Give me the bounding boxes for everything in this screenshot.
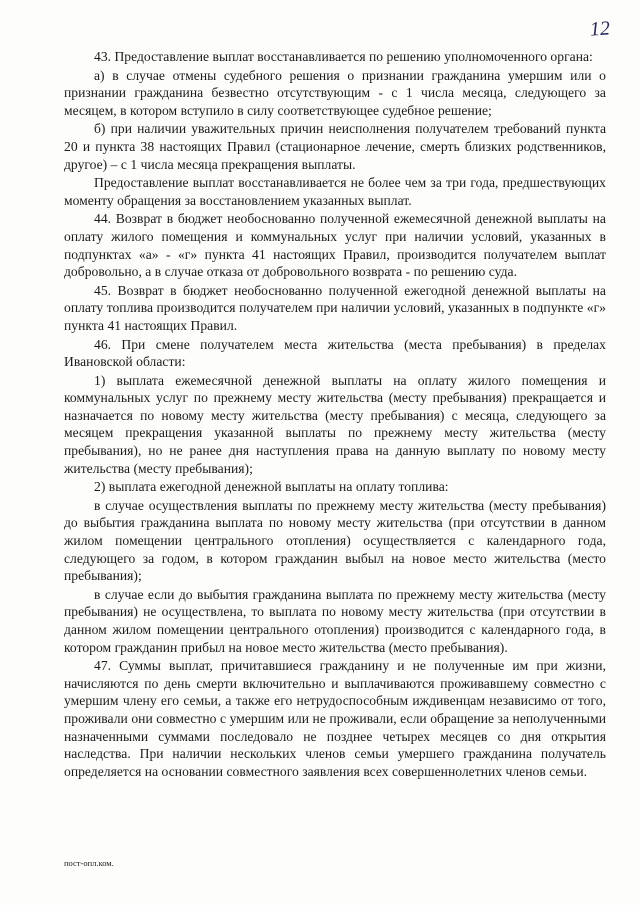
footer-file-code: пост-опл.ком. xyxy=(64,858,114,868)
paragraph-43-a: а) в случае отмены судебного решения о признании гражданина умершим или о признании гражданина безвестно отсутствующим - с 1 числа месяца, следующего за месяцем, в котором вступило в силу соответствующее судебное решение; xyxy=(64,67,606,118)
paragraph-46: 46. При смене получателем места жительства (места пребывания) в пределах Ивановской области: xyxy=(64,336,606,370)
paragraph-45: 45. Возврат в бюджет необоснованно полученной ежегодной денежной выплаты на оплату топлива производится получателем при наличии условий, указанных в подпункте «г» пункта 41 настоящих Правил. xyxy=(64,282,606,333)
paragraph-43-b: б) при наличии уважительных причин неисполнения получателем требований пункта 20 и пункта 38 настоящих Правил (стационарное лечение, смерть близких родственников, другое) – с 1 числа месяца прекращения выплаты. xyxy=(64,121,606,172)
paragraph-47: 47. Суммы выплат, причитавшиеся гражданину и не полученные им при жизни, начисляются по день смерти включительно и выплачиваются проживавшему совместно с умершим члену его семьи, а также его нетрудоспособным иждивенцам независимо от того, проживали они совместно с умершим или не проживали, если обращение за неполученными назначенными суммами последовало не позднее четырех месяцев со дня открытия наследства. При наличии нескольких членов семьи умершего гражданина получатель определяется на основании совместного заявления всех совершеннолетних членов семьи. xyxy=(64,658,606,779)
paragraph-46-1: 1) выплата ежемесячной денежной выплаты на оплату жилого помещения и коммунальных услуг по прежнему месту жительства (месту пребывания) прекращается и назначается по новому месту жительства (месту пребывания) с месяца, следующего за месяцем прекращения указанной выплаты по прежнему месту жительства (месту пребывания), но не ранее дня наступления права на данную выплату по новому месту жительства (месту пребывания); xyxy=(64,372,606,476)
document-body xyxy=(64,48,606,781)
paragraph-43: 43. Предоставление выплат восстанавливается по решению уполномоченного органа: xyxy=(94,49,593,64)
paragraph-46-2-case-unpaid: в случае если до выбытия гражданина выплата по прежнему месту жительства (месту пребывания) не осуществлена, то выплата по новому месту жительства (при отсутствии в данном жилом помещении центрального отопления) производится с календарного года, в котором гражданин прибыл на новое место жительства (место пребывания). xyxy=(64,586,606,655)
paragraph-46-2-case-paid: в случае осуществления выплаты по прежнему месту жительства (месту пребывания) до выбытия гражданина выплата по новому месту жительства (при отсутствии в данном жилом помещении центрального отопления) осуществляется с календарного года, следующего за годом, в котором гражданин выбыл на новое место жительства (место пребывания); xyxy=(64,497,606,584)
page-number: 12 xyxy=(589,17,611,41)
paragraph-43-restore-limit: Предоставление выплат восстанавливается не более чем за три года, предшествующих моменту обращения за восстановлением указанных выплат. xyxy=(64,175,606,208)
paragraph-46-2: 2) выплата ежегодной денежной выплаты на оплату топлива: xyxy=(94,479,449,495)
paragraph-44: 44. Возврат в бюджет необоснованно полученной ежемесячной денежной выплаты на оплату жилого помещения и коммунальных услуг при наличии условий, указанных в подпунктах «а» - «г» пункта 41 настоящих Правил, производится получателем выплат добровольно, а в случае отказа от добровольного возврата - по решению суда. xyxy=(64,211,606,280)
